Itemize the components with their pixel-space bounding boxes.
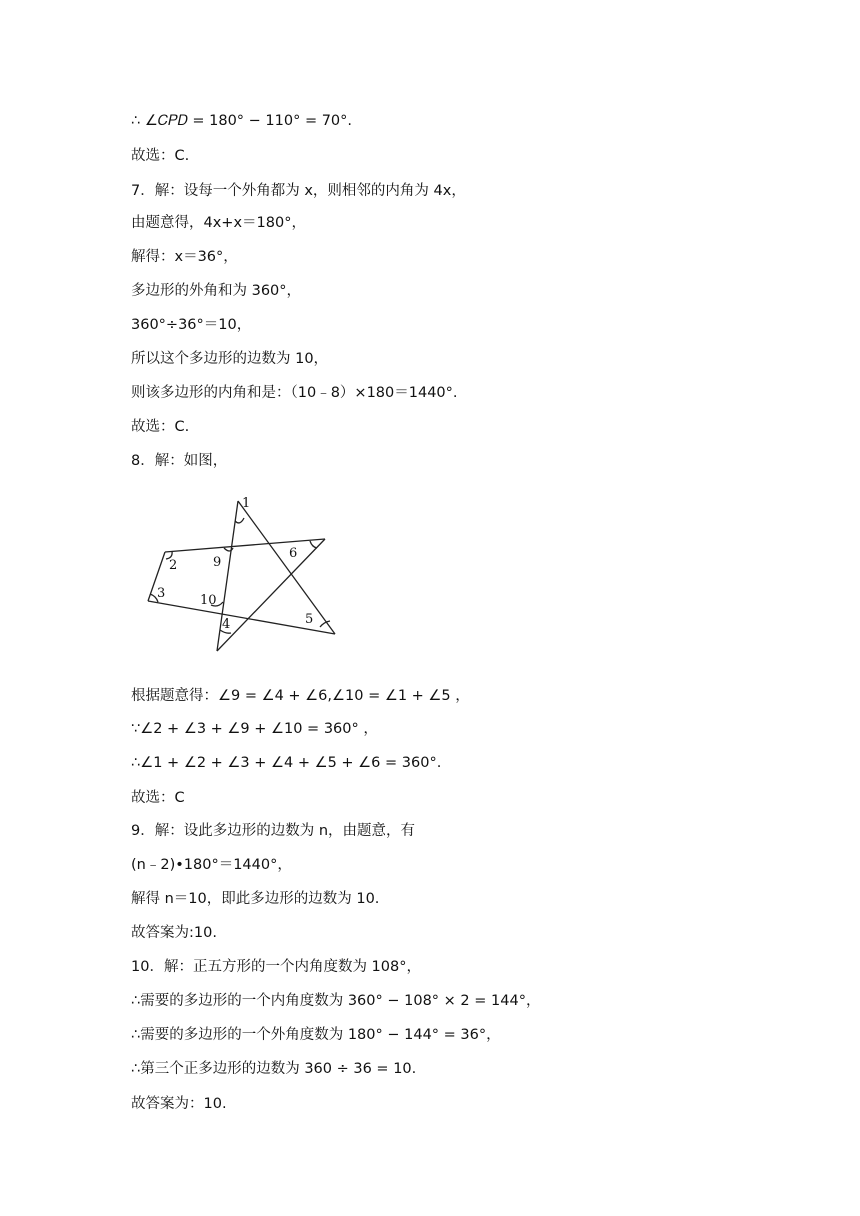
angle-label-4: 4 bbox=[222, 617, 231, 632]
angle-label-2: 2 bbox=[169, 558, 178, 573]
text-line: 多边形的外角和为 360°， bbox=[131, 283, 302, 299]
text-line: ∴∠1 + ∠2 + ∠3 + ∠4 + ∠5 + ∠6 = 360°. bbox=[131, 755, 442, 771]
angle-arc bbox=[235, 518, 244, 523]
text-line: ∴第三个正多边形的边数为 360 ÷ 36 = 10. bbox=[131, 1061, 417, 1077]
text-line: 则该多边形的内角和是：（10﹣8）×180＝1440°. bbox=[131, 385, 458, 401]
text-line: (n﹣2)•180°＝1440°， bbox=[131, 857, 292, 873]
line-segment bbox=[165, 539, 325, 552]
text-line: 360°÷36°＝10， bbox=[131, 317, 252, 333]
text-line: 故答案为:10. bbox=[131, 925, 217, 941]
angle-label-3: 3 bbox=[157, 586, 166, 601]
text-line: 由题意得，4x+x＝180°， bbox=[131, 215, 306, 231]
geometry-diagram bbox=[140, 494, 350, 654]
text-line: 解得：x＝36°， bbox=[131, 249, 238, 265]
angle-arc bbox=[310, 541, 317, 548]
star-angle-figure bbox=[140, 494, 350, 654]
angle-label-5: 5 bbox=[305, 612, 314, 627]
text-line: 所以这个多边形的边数为 10， bbox=[131, 351, 329, 367]
text-line: ∴需要的多边形的一个外角度数为 180° − 144° = 36°， bbox=[131, 1027, 501, 1043]
text-line: ∴需要的多边形的一个内角度数为 360° − 108° × 2 = 144°， bbox=[131, 993, 541, 1009]
text-line: ∵∠2 + ∠3 + ∠9 + ∠10 = 360° ， bbox=[131, 721, 378, 737]
text-line: 7．解：设每一个外角都为 x，则相邻的内角为 4x， bbox=[131, 183, 466, 199]
text-line: 9．解：设此多边形的边数为 n，由题意，有 bbox=[131, 823, 416, 839]
text-line: 10．解：正五方形的一个内角度数为 108°， bbox=[131, 959, 421, 975]
angle-label-1: 1 bbox=[242, 496, 251, 511]
text-line: 故选：C. bbox=[131, 419, 190, 435]
text-line: 故答案为：10. bbox=[131, 1096, 227, 1112]
line-segment bbox=[217, 539, 325, 651]
angle-label-10: 10 bbox=[200, 593, 217, 608]
text-line: 解得 n＝10，即此多边形的边数为 10. bbox=[131, 891, 380, 907]
text-line: 根据题意得：∠9 = ∠4 + ∠6,∠10 = ∠1 + ∠5 ， bbox=[131, 688, 470, 704]
text-line: ∴ ∠𝐶𝑃𝐷 = 180° − 110° = 70°. bbox=[131, 113, 353, 129]
angle-label-6: 6 bbox=[289, 546, 298, 561]
angle-label-9: 9 bbox=[213, 555, 222, 570]
text-line: 故选：C bbox=[131, 790, 185, 806]
text-line: 8．解：如图， bbox=[131, 453, 228, 469]
text-line: 故选：C. bbox=[131, 148, 190, 164]
